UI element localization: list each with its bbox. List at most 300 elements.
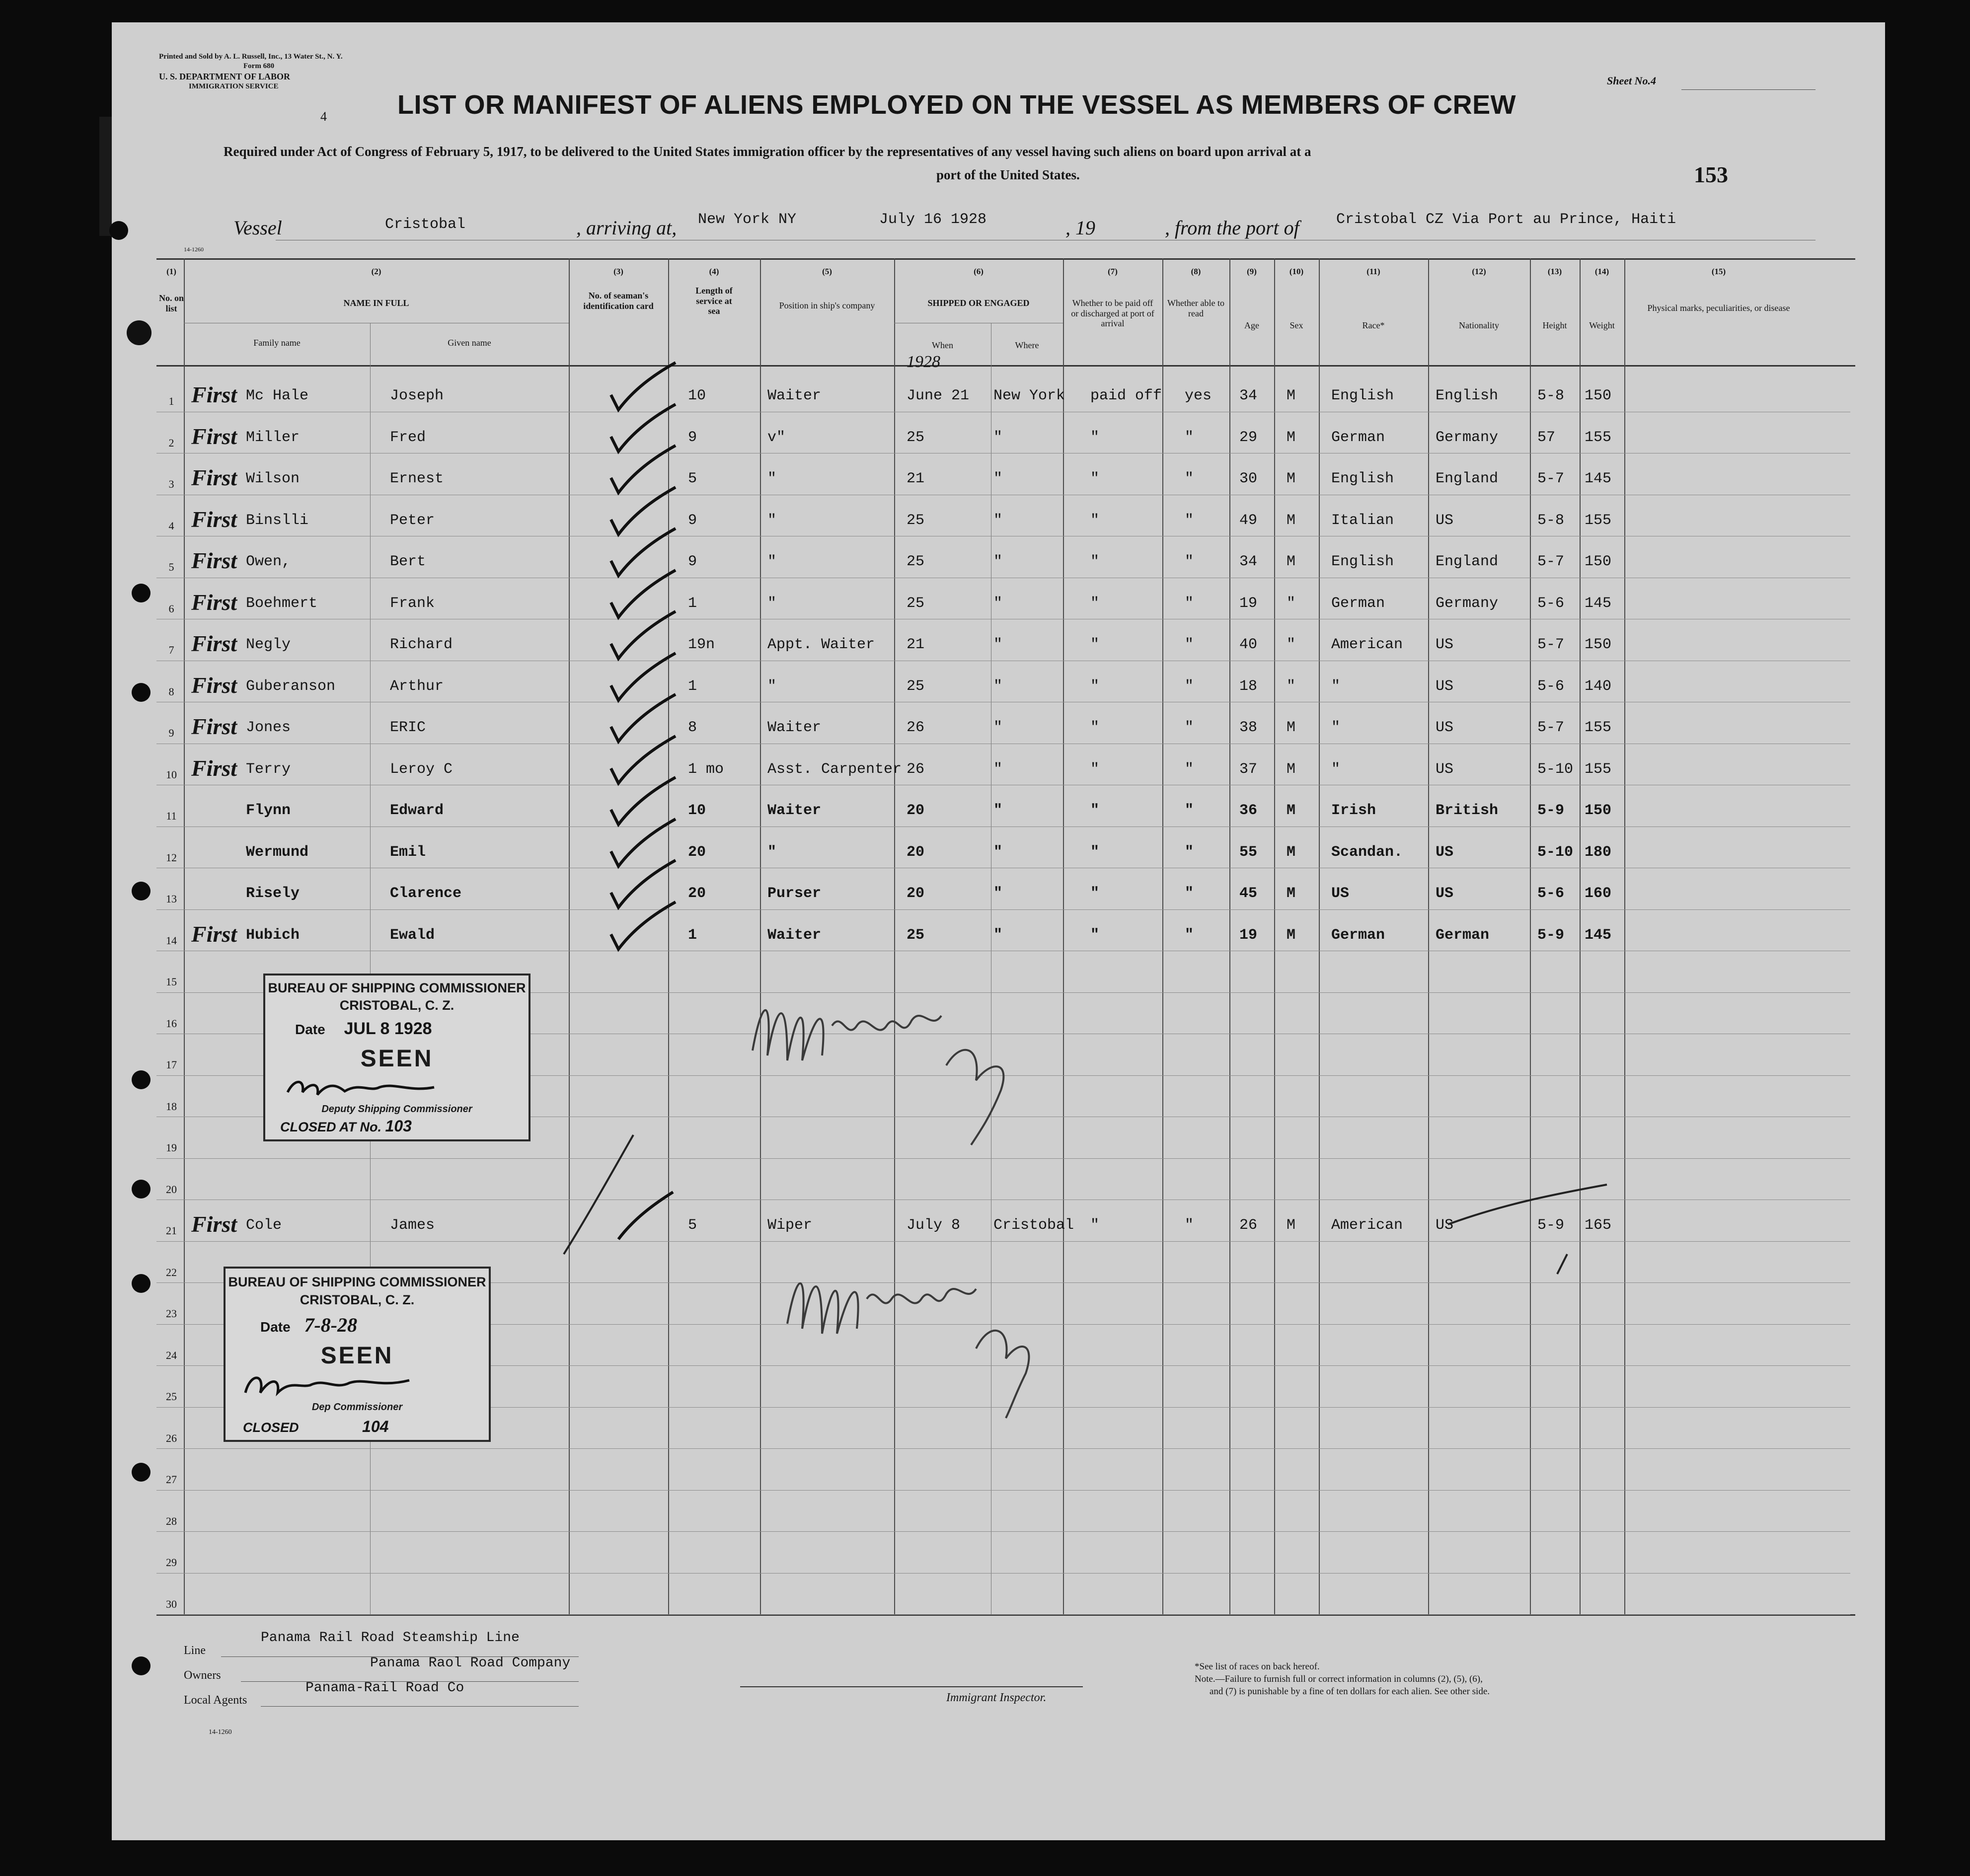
col9-header: Age: [1244, 320, 1259, 330]
row-number: 20: [166, 1183, 177, 1196]
col12-header: Nationality: [1459, 320, 1499, 330]
cell-read: ": [1185, 719, 1194, 736]
cell-read: ": [1185, 512, 1194, 529]
col-rule: [1274, 258, 1275, 1614]
stamp-location: CRISTOBAL, C. Z.: [300, 1292, 415, 1307]
cell-given: Clarence: [390, 885, 462, 902]
cell-weight: 150: [1585, 553, 1612, 570]
row-number: 11: [166, 810, 177, 822]
row-number: 29: [166, 1556, 177, 1569]
cell-sex: M: [1287, 885, 1296, 902]
form-code-top: 14-1260: [184, 246, 204, 253]
cell-read: ": [1185, 802, 1194, 819]
cell-length: 1 mo: [688, 760, 724, 778]
row-number: 27: [166, 1473, 177, 1486]
cell-when: 25: [907, 429, 925, 446]
cell-race: English: [1331, 470, 1394, 487]
cell-length: 9: [688, 429, 697, 446]
cell-given: James: [390, 1217, 435, 1234]
row-number: 2: [168, 436, 174, 449]
col2-header: NAME IN FULL: [343, 298, 409, 308]
first-class-mark: First: [191, 465, 237, 490]
cell-family: Mc Hale: [246, 387, 309, 404]
cell-paid: paid off: [1090, 387, 1162, 404]
inspector-signature-2: [777, 1234, 1056, 1423]
cell-read: yes: [1185, 387, 1212, 404]
col13-header: Height: [1542, 320, 1567, 330]
cell-when: 21: [907, 470, 925, 487]
cell-where: ": [993, 636, 1003, 653]
cell-length: 19n: [688, 636, 715, 653]
stamp-date-row: [295, 1019, 432, 1039]
cell-where: ": [993, 429, 1003, 446]
cell-family: Risely: [246, 885, 300, 902]
line-value: Panama Rail Road Steamship Line: [261, 1630, 520, 1646]
row-number: 30: [166, 1597, 177, 1610]
department: U. S. DEPARTMENT OF LABOR: [159, 71, 291, 81]
cell-read: ": [1185, 429, 1194, 446]
cell-sex: ": [1287, 595, 1296, 612]
cell-family: Terry: [246, 760, 291, 778]
cell-height: 5-10: [1537, 843, 1574, 861]
punch-hole: [109, 221, 128, 240]
cell-age: 49: [1239, 512, 1258, 529]
cell-race: ": [1331, 760, 1341, 778]
cell-height: 5-7: [1537, 719, 1565, 736]
cell-length: 10: [688, 802, 706, 819]
family-name-header: Family name: [253, 338, 301, 348]
stamp-role: Deputy Shipping Commissioner: [321, 1104, 472, 1115]
sheet-value: 4: [1651, 75, 1656, 87]
col10-header: Sex: [1289, 320, 1303, 330]
owners-label: Owners: [184, 1669, 221, 1682]
row-number: 9: [168, 727, 174, 739]
cell-sex: M: [1287, 719, 1296, 736]
cell-nationality: US: [1436, 1217, 1454, 1234]
cell-when: 20: [907, 802, 925, 819]
row-number: 3: [168, 478, 174, 490]
punch-hole: [127, 320, 152, 345]
cell-read: ": [1185, 885, 1194, 902]
col-rule: [1428, 258, 1429, 1614]
shipping-commissioner-stamp-1: [263, 974, 530, 1141]
cell-height: 5-10: [1537, 760, 1574, 778]
cell-read: ": [1185, 553, 1194, 570]
cell-nationality: Germany: [1436, 595, 1499, 612]
agents-underline: [261, 1706, 579, 1707]
cell-position: Waiter: [767, 719, 822, 736]
col14-number: (14): [1594, 267, 1609, 276]
cell-height: 5-8: [1537, 512, 1565, 529]
when-header: When: [932, 340, 953, 350]
col-rule: [760, 258, 761, 1614]
folio-number: 153: [1694, 162, 1728, 187]
year-label: , 19: [1065, 217, 1095, 239]
stamp-date-label: Date: [260, 1319, 291, 1335]
cell-where: ": [993, 512, 1003, 529]
cell-weight: 160: [1585, 885, 1612, 902]
col3-header: No. of seaman's identification card: [583, 291, 654, 311]
pen-mark: [1443, 1180, 1612, 1279]
cell-height: 5-7: [1537, 470, 1565, 487]
cell-race: Scandan.: [1331, 843, 1403, 861]
cell-nationality: German: [1436, 926, 1490, 944]
cell-nationality: England: [1436, 553, 1499, 570]
cell-paid: ": [1090, 885, 1100, 902]
cell-height: 5-6: [1537, 677, 1565, 695]
cell-given: Arthur: [390, 677, 444, 695]
cell-weight: 145: [1585, 595, 1612, 612]
stamp-date: 7-8-28: [304, 1314, 358, 1336]
line-label: Line: [184, 1644, 206, 1657]
row-number: 16: [166, 1017, 177, 1030]
row-number: 22: [166, 1266, 177, 1278]
cell-sex: M: [1287, 387, 1296, 404]
cell-age: 37: [1239, 760, 1258, 778]
cell-paid: ": [1090, 1217, 1100, 1234]
cell-position: ": [767, 470, 777, 487]
col11-header: Race*: [1362, 320, 1385, 330]
cell-length: 5: [688, 1217, 697, 1234]
cell-given: Frank: [390, 595, 435, 612]
stamp-closed-label: CLOSED: [243, 1420, 299, 1435]
cell-family: Miller: [246, 429, 300, 446]
printer-line: Printed and Sold by A. L. Russell, Inc., 13 Water St., N. Y.: [159, 53, 343, 61]
cell-weight: 150: [1585, 636, 1612, 653]
col-rule: [1229, 258, 1230, 1614]
col15-number: (15): [1711, 267, 1726, 276]
cell-read: ": [1185, 636, 1194, 653]
row-number: 24: [166, 1349, 177, 1361]
cell-length: 9: [688, 512, 697, 529]
cell-position: Appt. Waiter: [767, 636, 875, 653]
first-class-mark: First: [191, 631, 237, 656]
cell-read: ": [1185, 926, 1194, 944]
col4-number: (4): [709, 267, 719, 276]
cell-nationality: US: [1436, 512, 1454, 529]
header-bottom-rule: [156, 365, 1855, 367]
row-number: 13: [166, 893, 177, 905]
cell-family: Wilson: [246, 470, 300, 487]
cell-family: Cole: [246, 1217, 282, 1234]
cell-paid: ": [1090, 926, 1100, 944]
cell-length: 1: [688, 595, 697, 612]
col10-number: (10): [1289, 267, 1304, 276]
cell-nationality: US: [1436, 719, 1454, 736]
first-class-mark: First: [191, 1211, 237, 1237]
cell-nationality: US: [1436, 677, 1454, 695]
cell-where: ": [993, 802, 1003, 819]
row-rule: [156, 1531, 1850, 1532]
cell-where: ": [993, 926, 1003, 944]
arriving-label: , arriving at,: [576, 217, 677, 239]
row-number: 8: [168, 685, 174, 698]
cell-family: Jones: [246, 719, 291, 736]
cell-weight: 145: [1585, 926, 1612, 944]
row-number: 28: [166, 1514, 177, 1527]
cell-sex: M: [1287, 470, 1296, 487]
col-rule: [1580, 258, 1581, 1614]
cell-sex: M: [1287, 429, 1296, 446]
col-rule: [184, 258, 185, 1614]
shipping-commissioner-stamp-2: [224, 1267, 491, 1442]
cell-family: Wermund: [246, 843, 309, 861]
col14-header: Weight: [1589, 320, 1615, 330]
cell-paid: ": [1090, 843, 1100, 861]
cell-given: Richard: [390, 636, 453, 653]
row-rule: [156, 1573, 1850, 1574]
agents-label: Local Agents: [184, 1694, 247, 1707]
cell-sex: M: [1287, 512, 1296, 529]
col3-number: (3): [613, 267, 623, 276]
sheet-underline: [1681, 89, 1816, 90]
cell-age: 18: [1239, 677, 1258, 695]
service: IMMIGRATION SERVICE: [189, 82, 279, 90]
row-number: 14: [166, 934, 177, 947]
cell-when: 26: [907, 760, 925, 778]
cell-when: 25: [907, 553, 925, 570]
first-class-mark: First: [191, 382, 237, 407]
cell-age: 45: [1239, 885, 1258, 902]
cell-position: ": [767, 595, 777, 612]
cell-race: ": [1331, 677, 1341, 695]
cell-race: German: [1331, 595, 1385, 612]
cell-height: 5-6: [1537, 885, 1565, 902]
cell-family: Hubich: [246, 926, 300, 944]
cell-when: 25: [907, 677, 925, 695]
page-title: LIST OR MANIFEST OF ALIENS EMPLOYED ON THE VESSEL AS MEMBERS OF CREW: [397, 90, 1516, 120]
cell-age: 26: [1239, 1217, 1258, 1234]
punch-hole: [132, 1463, 151, 1482]
cell-length: 1: [688, 677, 697, 695]
cell-given: ERIC: [390, 719, 426, 736]
punch-hole: [132, 1180, 151, 1199]
cell-race: German: [1331, 926, 1385, 944]
cell-age: 34: [1239, 387, 1258, 404]
subtitle-line-2: port of the United States.: [936, 167, 1080, 182]
col4-header: Length of service at sea: [695, 286, 733, 316]
cell-read: ": [1185, 760, 1194, 778]
cell-position: ": [767, 843, 777, 861]
cell-nationality: Germany: [1436, 429, 1499, 446]
stamp-seen: SEEN: [360, 1046, 434, 1072]
cell-age: 19: [1239, 926, 1258, 944]
vessel-label: Vessel: [233, 217, 282, 239]
cell-given: Joseph: [390, 387, 444, 404]
row-number: 10: [166, 768, 177, 781]
col-rule: [1624, 258, 1625, 1614]
col-rule: [1162, 258, 1163, 1614]
cell-length: 10: [688, 387, 706, 404]
col13-number: (13): [1547, 267, 1562, 276]
col-rule: [569, 258, 570, 1614]
form-number: Form 680: [243, 62, 275, 70]
row-number: 12: [166, 851, 177, 864]
cell-position: Waiter: [767, 926, 822, 944]
cell-position: Purser: [767, 885, 822, 902]
cell-family: Negly: [246, 636, 291, 653]
cell-read: ": [1185, 843, 1194, 861]
cell-weight: 150: [1585, 387, 1612, 404]
cell-height: 5-9: [1537, 926, 1565, 944]
cell-given: Emil: [390, 843, 426, 861]
cell-position: ": [767, 677, 777, 695]
cell-position: ": [767, 553, 777, 570]
cell-read: ": [1185, 677, 1194, 695]
cell-length: 20: [688, 843, 706, 861]
vessel-name: Cristobal: [385, 216, 466, 233]
cell-weight: 150: [1585, 802, 1612, 819]
row-rule: [156, 826, 1850, 827]
cell-height: 5-9: [1537, 1217, 1565, 1234]
from-label: , from the port of: [1165, 217, 1299, 239]
col6-number: (6): [974, 267, 984, 276]
cell-weight: 155: [1585, 512, 1612, 529]
first-class-mark: First: [191, 755, 237, 781]
cell-paid: ": [1090, 595, 1100, 612]
cell-family: Guberanson: [246, 677, 336, 695]
cell-height: 5-7: [1537, 553, 1565, 570]
stamp-signature: [240, 1368, 419, 1403]
cell-when: 21: [907, 636, 925, 653]
cell-sex: M: [1287, 926, 1296, 944]
cell-where: ": [993, 677, 1003, 695]
from-port: Cristobal CZ Via Port au Prince, Haiti: [1336, 211, 1676, 228]
cell-when: 26: [907, 719, 925, 736]
first-class-mark: First: [191, 506, 237, 532]
cell-when: 25: [907, 512, 925, 529]
cell-given: Leroy C: [390, 760, 453, 778]
stamp-closed-row: [243, 1418, 388, 1436]
row-number: 19: [166, 1141, 177, 1154]
row-number: 6: [168, 602, 174, 615]
fine-note-1: Note.—Failure to furnish full or correct information in columns (2), (5), (6),: [1195, 1674, 1483, 1684]
col7-header: Whether to be paid off or discharged at port of arrival: [1071, 298, 1154, 329]
stamp-signature: [285, 1072, 444, 1102]
cell-height: 57: [1537, 429, 1556, 446]
cell-given: Ernest: [390, 470, 444, 487]
punch-hole: [132, 1656, 151, 1675]
inspector-signature-1: [743, 966, 1051, 1155]
cell-age: 19: [1239, 595, 1258, 612]
cell-race: English: [1331, 387, 1394, 404]
agents-value: Panama-Rail Road Co: [305, 1680, 464, 1696]
punch-hole: [132, 584, 151, 602]
cell-race: US: [1331, 885, 1350, 902]
cell-length: 1: [688, 926, 697, 944]
cell-given: Bert: [390, 553, 426, 570]
cell-paid: ": [1090, 677, 1100, 695]
stamp-location: CRISTOBAL, C. Z.: [339, 998, 455, 1013]
cell-weight: 155: [1585, 760, 1612, 778]
cell-given: Edward: [390, 802, 444, 819]
cell-nationality: England: [1436, 470, 1499, 487]
cell-sex: ": [1287, 636, 1296, 653]
cell-paid: ": [1090, 802, 1100, 819]
year-note: 1928: [907, 353, 940, 371]
cell-race: Irish: [1331, 802, 1376, 819]
sheet-number: [1607, 75, 1656, 87]
sheet-label: Sheet No.: [1607, 75, 1651, 87]
punch-hole: [132, 683, 151, 702]
row-rule: [156, 1490, 1850, 1491]
cell-when: July 8: [907, 1217, 961, 1234]
cell-nationality: US: [1436, 843, 1454, 861]
stamp-bureau: BUREAU OF SHIPPING COMMISSIONER: [268, 980, 526, 995]
id-card-checkmark: [608, 900, 678, 954]
row-number: 17: [166, 1058, 177, 1071]
subtitle-line-1: Required under Act of Congress of February 5, 1917, to be delivered to the United States immigration officer by the representatives of any vessel having such aliens on board upon arrival at a: [224, 144, 1311, 159]
stamp-closed-row: [280, 1117, 412, 1135]
row-number: 21: [166, 1224, 177, 1237]
given-name-header: Given name: [448, 338, 491, 348]
cell-family: Binslli: [246, 512, 309, 529]
cell-when: 20: [907, 843, 925, 861]
cell-weight: 155: [1585, 429, 1612, 446]
row-number: 7: [168, 644, 174, 656]
cell-when: 25: [907, 595, 925, 612]
cell-age: 55: [1239, 843, 1258, 861]
cell-position: Wiper: [767, 1217, 813, 1234]
cell-weight: 155: [1585, 719, 1612, 736]
cell-age: 30: [1239, 470, 1258, 487]
row-rule: [156, 1448, 1850, 1449]
cell-position: v": [767, 429, 786, 446]
cell-when: 25: [907, 926, 925, 944]
col2-number: (2): [371, 267, 381, 276]
cell-given: Peter: [390, 512, 435, 529]
cell-family: Boehmert: [246, 595, 318, 612]
stamp-date-label: Date: [295, 1022, 325, 1037]
row-rule: [156, 1158, 1850, 1159]
inspector-label: Immigrant Inspector.: [946, 1691, 1047, 1704]
row-rule: [156, 909, 1850, 910]
col6-header: SHIPPED OR ENGAGED: [927, 298, 1030, 308]
manifest-sheet: [112, 22, 1885, 1840]
cell-given: Fred: [390, 429, 426, 446]
stamp-bureau: BUREAU OF SHIPPING COMMISSIONER: [228, 1275, 486, 1289]
col-rule: [1530, 258, 1531, 1614]
row-rule: [156, 1614, 1850, 1615]
row-number: 5: [168, 561, 174, 573]
pen-mark: [559, 1130, 638, 1259]
cell-length: 5: [688, 470, 697, 487]
cell-paid: ": [1090, 760, 1100, 778]
first-class-mark: First: [191, 548, 237, 573]
col15-header: Physical marks, peculiarities, or disease: [1647, 303, 1790, 313]
col-rule: [1319, 258, 1320, 1614]
cell-sex: M: [1287, 1217, 1296, 1234]
col8-header: Whether able to read: [1167, 298, 1224, 318]
col-rule: [1063, 258, 1064, 1614]
stamp-closed-label: CLOSED AT No.: [280, 1120, 381, 1134]
punch-hole: [132, 1070, 151, 1089]
table-top-rule: [156, 258, 1855, 260]
cell-family: Flynn: [246, 802, 291, 819]
cell-where: ": [993, 760, 1003, 778]
cell-where: ": [993, 470, 1003, 487]
cell-weight: 180: [1585, 843, 1612, 861]
printer-imprint: [159, 52, 343, 91]
cell-weight: 140: [1585, 677, 1612, 695]
row-number: 4: [168, 519, 174, 532]
form-code-bottom: 14-1260: [209, 1728, 232, 1736]
cell-position: Waiter: [767, 387, 822, 404]
first-class-mark: First: [191, 423, 237, 449]
cell-race: American: [1331, 636, 1403, 653]
cell-race: English: [1331, 553, 1394, 570]
col9-number: (9): [1247, 267, 1257, 276]
